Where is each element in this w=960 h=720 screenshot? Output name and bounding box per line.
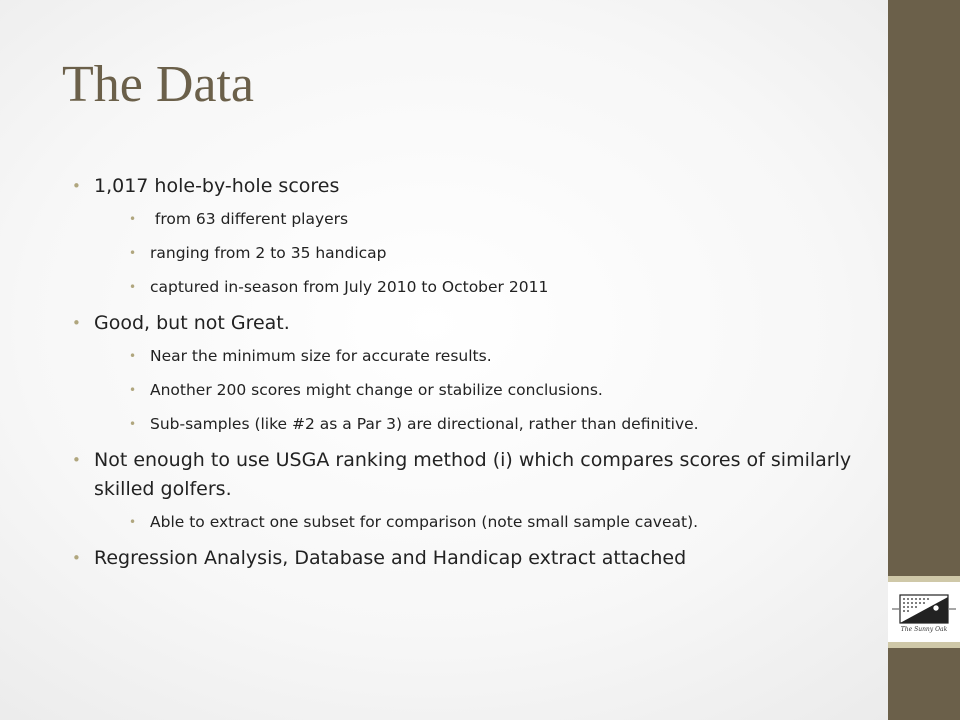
- sub-bullet-list: [94, 207, 870, 299]
- slide-body: [70, 172, 870, 579]
- sub-bullet-item: [94, 207, 870, 231]
- bullet-text: 1,017 hole-by-hole scores: [94, 175, 340, 197]
- bullet-item: [70, 309, 870, 436]
- sub-bullet-text: Near the minimum size for accurate results.: [150, 347, 492, 365]
- sub-bullet-text: from 63 different players: [150, 210, 349, 228]
- bullet-marker: •: [72, 314, 81, 332]
- sub-bullet-marker: •: [129, 515, 137, 529]
- bullet-text: Regression Analysis, Database and Handicap extract attached: [94, 547, 687, 569]
- sub-bullet-marker: •: [129, 417, 137, 431]
- bullet-text: Not enough to use USGA ranking method (i) which compares scores of similarly skilled golfers.: [94, 449, 852, 500]
- bullet-item: [70, 172, 870, 299]
- sub-bullet-item: [94, 412, 870, 436]
- sub-bullet-text: Able to extract one subset for comparison (note small sample caveat).: [150, 513, 699, 531]
- sub-bullet-item: [94, 510, 870, 534]
- sub-bullet-marker: •: [129, 280, 137, 294]
- bullet-marker: •: [72, 549, 81, 567]
- bullet-marker: •: [72, 177, 81, 195]
- sub-bullet-list: [94, 510, 870, 534]
- sub-bullet-text: Another 200 scores might change or stabilize conclusions.: [150, 381, 603, 399]
- sub-bullet-item: [94, 378, 870, 402]
- club-logo: [888, 576, 960, 648]
- sub-bullet-text: Sub-samples (like #2 as a Par 3) are directional, rather than definitive.: [150, 415, 699, 433]
- sub-bullet-list: [94, 344, 870, 436]
- sub-bullet-marker: •: [129, 349, 137, 363]
- bullet-item: [70, 544, 870, 573]
- sub-bullet-text: captured in-season from July 2010 to October 2011: [150, 278, 549, 296]
- bullet-marker: •: [72, 451, 81, 469]
- sub-bullet-marker: •: [129, 212, 137, 226]
- sub-bullet-marker: •: [129, 246, 137, 260]
- club-logo-caption: The Sunny Oak: [900, 625, 948, 633]
- sub-bullet-item: [94, 241, 870, 265]
- bullet-text: Good, but not Great.: [94, 312, 290, 334]
- bullet-item: [70, 446, 870, 534]
- sub-bullet-item: [94, 275, 870, 299]
- slide-title: The Data: [62, 56, 255, 113]
- sub-bullet-marker: •: [129, 383, 137, 397]
- sub-bullet-item: [94, 344, 870, 368]
- sub-bullet-text: ranging from 2 to 35 handicap: [150, 244, 387, 262]
- club-logo-emblem: [892, 592, 956, 626]
- bullet-list: [70, 172, 870, 573]
